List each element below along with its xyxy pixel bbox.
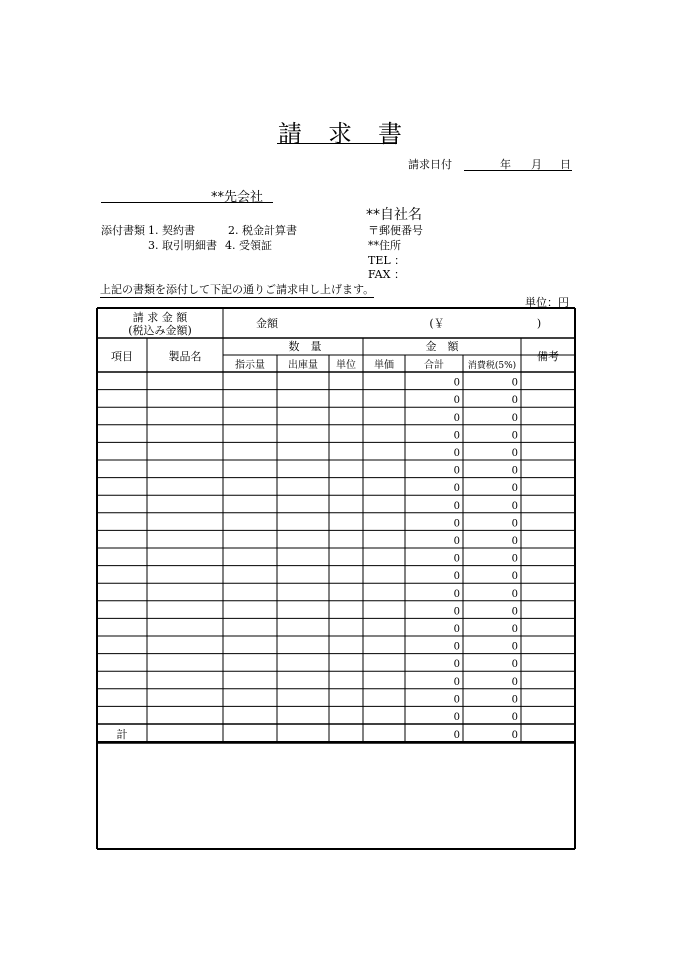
amount-close-paren: ) <box>536 317 542 330</box>
date-year: 年 <box>500 158 511 171</box>
row-tax: 0 <box>511 588 518 600</box>
row-total: 0 <box>453 536 460 547</box>
row-tax: 0 <box>511 395 518 407</box>
date-month: 月 <box>531 158 542 171</box>
row-tax: 0 <box>511 412 518 424</box>
row-total: 0 <box>453 465 460 477</box>
row-tax: 0 <box>511 483 518 495</box>
row-total: 0 <box>453 712 460 723</box>
attachments-label: 添付書類 <box>101 224 145 237</box>
row-tax: 0 <box>511 694 518 706</box>
sub-tax: 消費税(5%) <box>467 361 517 371</box>
client-name: **先会社 <box>211 190 264 205</box>
attachment-1: 1. 契約書 <box>148 224 195 237</box>
col-product: 製品名 <box>168 350 202 363</box>
amount-label: 金額 <box>256 317 278 330</box>
row-tax: 0 <box>511 448 518 459</box>
row-tax: 0 <box>511 518 518 530</box>
row-total: 0 <box>453 676 460 688</box>
row-total: 0 <box>453 553 460 565</box>
sub-unit: 単位 <box>336 360 356 371</box>
row-tax: 0 <box>511 536 518 547</box>
row-total: 0 <box>453 500 460 512</box>
sub-instructed: 指示量 <box>235 360 265 371</box>
col-quantity: 数 量 <box>288 340 322 353</box>
row-total: 0 <box>453 571 460 583</box>
row-tax: 0 <box>511 641 518 653</box>
row-tax: 0 <box>511 712 518 723</box>
date-field[interactable] <box>464 156 572 171</box>
page-title: 請求書 <box>278 120 428 148</box>
unit-note: 単位：円 <box>525 296 569 309</box>
company-postal: 〒郵便番号 <box>368 224 423 237</box>
row-tax: 0 <box>511 500 518 512</box>
col-amount: 金 額 <box>425 340 459 353</box>
sub-shipped: 出庫量 <box>288 360 318 371</box>
row-total: 0 <box>453 430 460 442</box>
total-amount-sublabel: (税込み金額) <box>128 324 192 337</box>
attachment-3: 3. 取引明細書 <box>148 239 217 252</box>
invoice-table <box>97 308 575 849</box>
sum-label: 計 <box>116 728 128 741</box>
row-total: 0 <box>453 694 460 706</box>
row-tax: 0 <box>511 606 518 618</box>
row-tax: 0 <box>511 571 518 583</box>
company-address: **住所 <box>368 239 401 252</box>
row-total: 0 <box>453 483 460 495</box>
row-total: 0 <box>453 377 460 389</box>
row-total: 0 <box>453 395 460 407</box>
col-item: 項目 <box>111 350 133 363</box>
notice-text: 上記の書類を添付して下記の通りご請求申し上げます。 <box>100 283 375 296</box>
row-tax: 0 <box>511 676 518 688</box>
row-tax: 0 <box>511 465 518 477</box>
amount-open-paren: (￥ <box>429 317 445 330</box>
attachment-4: 4. 受領証 <box>225 239 272 252</box>
row-total: 0 <box>453 659 460 671</box>
row-total: 0 <box>453 412 460 424</box>
row-tax: 0 <box>511 624 518 635</box>
row-total: 0 <box>453 624 460 635</box>
col-remarks: 備考 <box>537 350 559 363</box>
row-total: 0 <box>453 448 460 459</box>
date-label: 請求日付 <box>408 158 452 171</box>
attachment-2: 2. 税金計算書 <box>228 224 297 237</box>
company-fax: FAX ： <box>368 268 405 281</box>
row-tax: 0 <box>511 430 518 442</box>
row-total: 0 <box>453 518 460 530</box>
total-amount-label: 請 求 金 額 <box>132 311 188 324</box>
row-tax: 0 <box>511 377 518 389</box>
company-tel: TEL ： <box>368 254 406 267</box>
row-total: 0 <box>453 641 460 653</box>
row-total: 0 <box>453 606 460 618</box>
sum-total: 0 <box>453 730 460 741</box>
row-tax: 0 <box>511 659 518 671</box>
row-total: 0 <box>453 588 460 600</box>
date-day: 日 <box>560 158 571 171</box>
title-underline <box>277 143 397 144</box>
row-tax: 0 <box>511 553 518 565</box>
sub-unit-price: 単価 <box>374 360 394 371</box>
sum-tax: 0 <box>511 730 518 741</box>
sub-total: 合計 <box>424 360 444 371</box>
company-name: **自社名 <box>366 207 422 223</box>
